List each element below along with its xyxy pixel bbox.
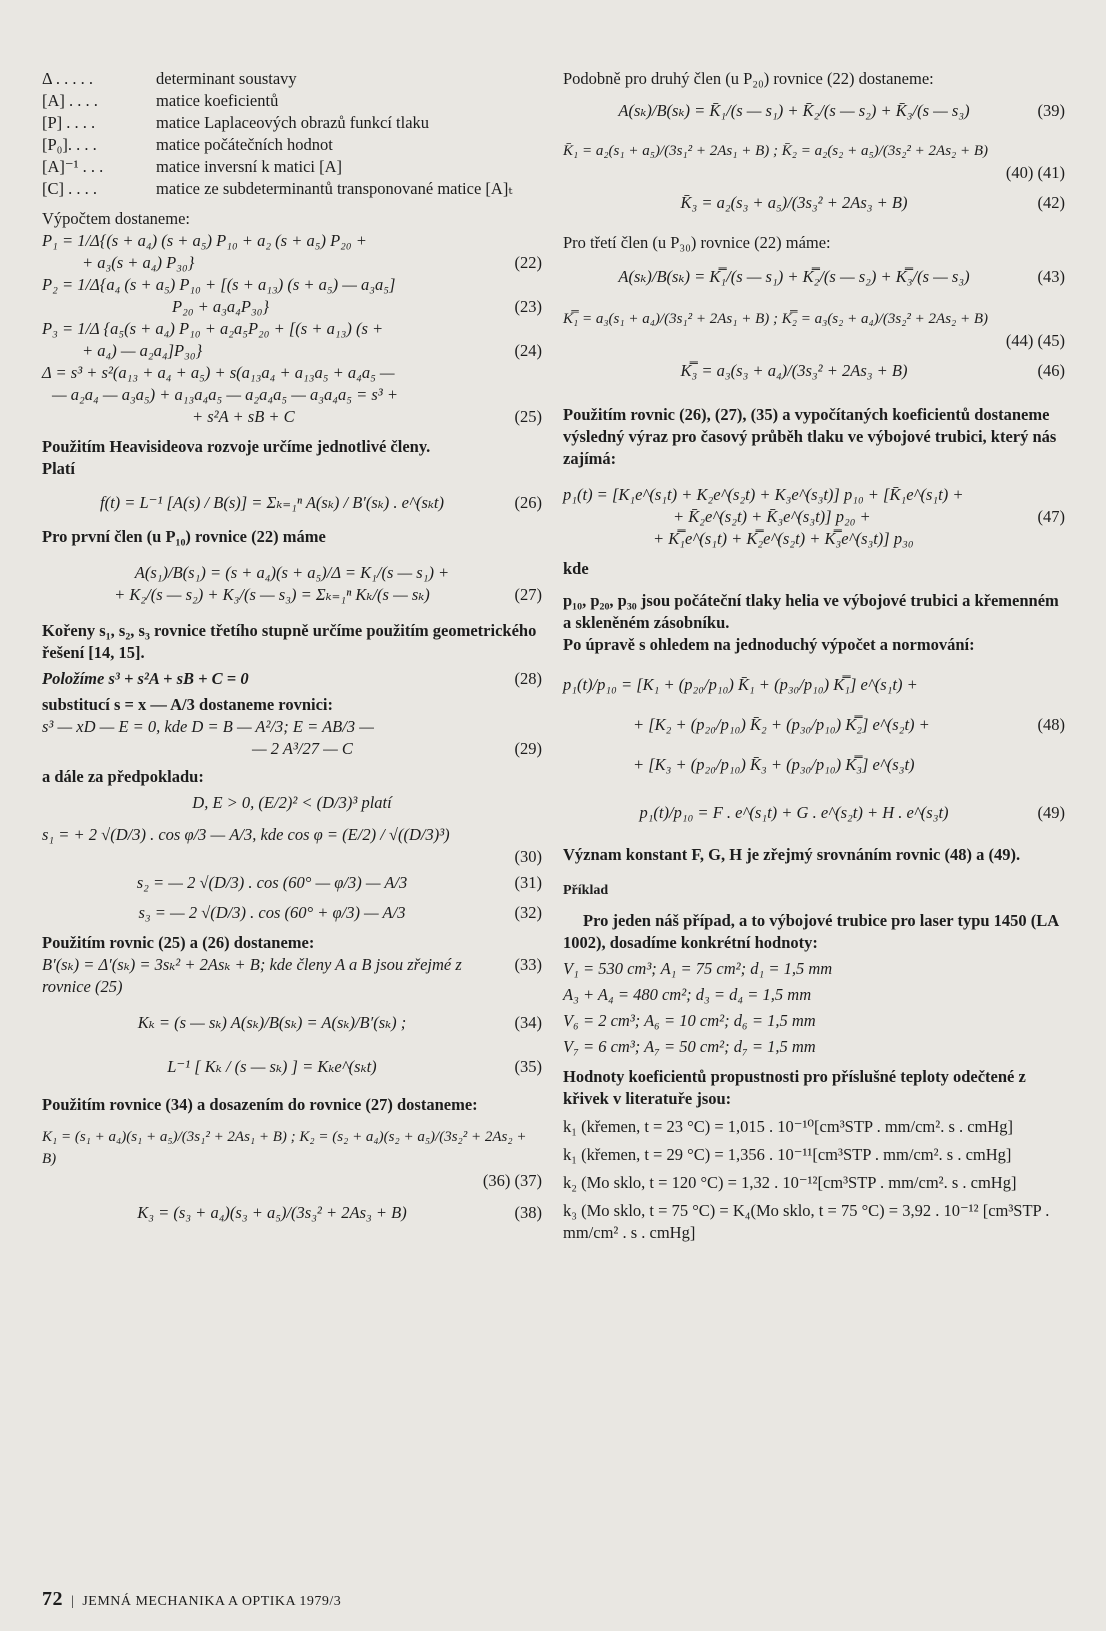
paragraph: Po úpravě s ohledem na jednoduchý výpočet a normování: [563,635,975,654]
equation-number: (22) [514,253,542,272]
paragraph: Použitím rovnic (26), (27), (35) a vypočítaných koeficientů dostaneme výsledný výraz pro časový průběh tlaku ve výbojové trubici, který nás zajímá: [563,405,1057,468]
equation-27: A(s₁)/B(s₁) = (s + a₄)(s + a₅)/Δ = K₁/(s — s₁) + [134,563,450,582]
symbol-legend [42,68,542,200]
equation-line: + s²A + sB + C [192,407,295,426]
value-line: V₇ = 6 cm³; A₇ = 50 cm²; d₇ = 1,5 mm [563,1037,816,1056]
equation-number: (24) [514,341,542,360]
paragraph: Použitím Heavisideova rozvoje určíme jednotlivé členy. [42,437,431,456]
equation-number: (32) [514,903,542,922]
equation-number: (42) [1037,193,1065,212]
equation-42: K̄₃ = a₂(s₃ + a₅)/(3s₃² + 2As₃ + B) [680,193,908,212]
equation-number: (40) (41) [1005,163,1065,182]
equation-number: (26) [514,493,542,512]
equation-number: (36) (37) [482,1171,542,1190]
value-line: V₁ = 530 cm³; A₁ = 75 cm²; d₁ = 1,5 mm [563,959,833,978]
equation-number: (35) [514,1057,542,1076]
paragraph: Platí [42,459,75,478]
equation-22 [42,230,542,252]
legend-desc: matice ze subdeterminantů transponované matice [A]ₜ [156,179,513,198]
equation-47: p₁(t) = [K₁e^(s₁t) + K₂e^(s₂t) + K₃e^(s₃t)] p₁₀ + [K̄₁e^(s₁t) + [563,485,964,504]
equation-line: — 2 A³/27 — C [252,739,353,758]
legend-symbol: [A] . . . . [42,91,98,110]
legend-symbol: [A]⁻¹ . . . [42,157,104,176]
equation-line: + K̄₂e^(s₂t) + K̄₃e^(s₃t)] p₂₀ + [673,507,871,526]
paragraph: Použitím rovnice (34) a dosazením do rovnice (27) dostaneme: [42,1095,478,1114]
legend-desc: matice počátečních hodnot [156,135,333,154]
section-heading: Příklad [563,883,609,898]
legend-symbol: [P] . . . . [42,113,96,132]
equation-49: p₁(t)/p₁₀ = F . e^(s₁t) + G . e^(s₂t) + H . e^(s₃t) [639,803,949,822]
equation-30: s₁ = + 2 √(D/3) . cos φ/3 — A/3, kde cos φ = (E/2) / √((D/3)³) [42,825,450,844]
equation-number: (25) [514,407,542,426]
value-line: A₃ + A₄ = 480 cm²; d₃ = d₄ = 1,5 mm [563,985,812,1004]
equation-34: Kₖ = (s — sₖ) A(sₖ)/B(sₖ) = A(sₖ)/B′(sₖ) ; [137,1013,407,1032]
paragraph: a dále za předpokladu: [42,767,204,786]
equation-23 [42,274,542,296]
paragraph: Použitím rovnic (25) a (26) dostaneme: [42,933,315,952]
equation-line: P₂₀ + a₃a₄P₃₀} [172,297,270,316]
equation-number: (47) [1037,507,1065,526]
equation-number: (28) [514,669,542,688]
right-column [563,68,1065,1244]
equation-number: (30) [514,847,542,866]
equation-number: (49) [1037,803,1065,822]
left-column [42,68,542,1224]
equation-32: s₃ = — 2 √(D/3) . cos (60° + φ/3) — A/3 [138,903,406,922]
equation-number: (44) (45) [1005,331,1065,350]
equation-46: K̿₃ = a₃(s₃ + a₄)/(3s₃² + 2As₃ + B) [680,361,908,380]
equation-38: K₃ = (s₃ + a₄)(s₃ + a₅)/(3s₃² + 2As₃ + B) [137,1203,407,1222]
equation-number: (29) [514,739,542,758]
equation-35: L⁻¹ [ Kₖ / (s — sₖ) ] = Kₖe^(sₖt) [167,1057,377,1076]
paragraph: substitucí s = x — A/3 dostaneme rovnici: [42,695,333,714]
equation-number: (33) [514,955,542,974]
equation-25 [42,362,542,384]
equation-31: s₂ = — 2 √(D/3) . cos (60° — φ/3) — A/3 [136,873,408,892]
equation-line: P₃ = 1/Δ {a₅(s + a₄) P₁₀ + a₂a₅P₂₀ + [(s + a₁₃) (s + [42,319,384,338]
equation-29: s³ — xD — E = 0, kde D = B — A²/3; E = AB/3 — [42,717,374,736]
equation-line: P₁ = 1/Δ{(s + a₄) (s + a₅) P₁₀ + a₂ (s + a₅) P₂₀ + [42,231,367,250]
paragraph: Význam konstant F, G, H je zřejmý srovnáním rovnic (48) a (49). [563,845,1021,864]
paragraph: Pro první člen (u P₁₀) rovnice (22) máme [42,527,326,546]
equation-28: Položíme s³ + s²A + sB + C = 0 [42,669,249,688]
equation-40-41: K̄₁ = a₂(s₁ + a₅)/(3s₁² + 2As₁ + B) ; K̄₂ = a₂(s₂ + a₅)/(3s₂² + 2As₂ + B) [563,143,989,159]
legend-desc: matice koeficientů [156,91,279,110]
equation-line: + [K₃ + (p₂₀/p₁₀) K̄₃ + (p₃₀/p₁₀) K̿₃] e^(s₃t) [633,755,915,774]
equation-line: + a₄) — a₂a₄]P₃₀} [82,341,203,360]
equation-line: + [K₂ + (p₂₀/p₁₀) K̄₂ + (p₃₀/p₁₀) K̿₂] e^(s₂t) + [633,715,930,734]
legend-symbol: Δ . . . . . [42,69,93,88]
legend-desc: matice Laplaceových obrazů funkcí tlaku [156,113,430,132]
condition: D, E > 0, (E/2)² < (D/3)³ platí [192,793,392,812]
equation-44-45: K̿₁ = a₃(s₁ + a₄)/(3s₁² + 2As₁ + B) ; K̿₂ = a₃(s₂ + a₄)/(3s₂² + 2As₂ + B) [563,311,989,327]
equation-number: (43) [1037,267,1065,286]
paragraph: Pro jeden náš případ, a to výbojové trubice pro laser typu 1450 (LA 1002), dosadíme konkrétní hodnoty: [563,911,1059,952]
legend-desc: determinant soustavy [156,69,297,88]
equation-24 [42,318,542,340]
equation-line: — a₂a₄ — a₃a₅) + a₁₃a₄a₅ — a₂a₄a₅ — a₃a₄a₅ = s³ + [52,385,399,404]
equation-number: (23) [514,297,542,316]
equation-39: A(sₖ)/B(sₖ) = K̄₁/(s — s₁) + K̄₂/(s — s₂) + K̄₃/(s — s₃) [618,101,970,120]
legend-desc: matice inversní k matici [A] [156,157,343,176]
equation-number: (39) [1037,101,1065,120]
paragraph: Pro třetí člen (u P₃₀) rovnice (22) máme: [563,233,831,252]
equation-line: P₂ = 1/Δ{a₄ (s + a₅) P₁₀ + [(s + a₁₃) (s + a₅) — a₃a₅] [42,275,396,294]
equation-43: A(sₖ)/B(sₖ) = K̿₁/(s — s₁) + K̿₂/(s — s₂) + K̿₃/(s — s₃) [618,267,970,286]
equation-line: + a₃(s + a₄) P₃₀} [82,253,195,272]
equation-line: Δ = s³ + s²(a₁₃ + a₄ + a₅) + s(a₁₃a₄ + a₁₃a₅ + a₄a₅ — [42,363,395,382]
page-number: 72 [42,1588,63,1610]
paragraph: Kořeny s₁, s₂, s₃ rovnice třetího stupně určíme použitím geometrického řešení [14, 15]. [42,621,537,662]
equation-number: (27) [514,585,542,604]
page-footer [42,1588,341,1611]
paragraph: Podobně pro druhý člen (u P₂₀) rovnice (22) dostaneme: [563,69,934,88]
equation-number: (31) [514,873,542,892]
intro-text: Výpočtem dostaneme: [42,209,191,228]
equation-26: f(t) = L⁻¹ [A(s) / B(s)] = Σₖ₌₁ⁿ A(sₖ) / B′(sₖ) . e^(sₖt) [100,493,444,512]
equation-line: + K₂/(s — s₂) + K₃/(s — s₃) = Σₖ₌₁ⁿ Kₖ/(s — sₖ) [114,585,430,604]
paragraph: p₁₀, p₂₀, p₃₀ jsou počáteční tlaky helia ve výbojové trubici a křemenném a skleněném zásobníku. [563,591,1059,632]
equation-33: B′(sₖ) = Δ′(sₖ) = 3sₖ² + 2Asₖ + B; kde členy A a B jsou zřejmé z rovnice (25) [42,955,462,996]
equation-number: (48) [1037,715,1065,734]
equation-number: (46) [1037,361,1065,380]
journal-name: JEMNÁ MECHANIKA A OPTIKA 1979/3 [82,1594,342,1609]
footer-divider: | [71,1594,75,1609]
legend-symbol: [C] . . . . [42,179,97,198]
coefficient-line: k₃ (Mo sklo, t = 75 °C) = K₄(Mo sklo, t = 75 °C) = 3,92 . 10⁻¹² [cm³STP . mm/cm² . s . cmHg] [563,1201,1050,1242]
legend-symbol: [P₀]. . . . [42,135,97,154]
coefficient-line: k₁ (křemen, t = 29 °C) = 1,356 . 10⁻¹¹[cm³STP . mm/cm². s . cmHg] [563,1145,1012,1164]
value-line: V₆ = 2 cm³; A₆ = 10 cm²; d₆ = 1,5 mm [563,1011,816,1030]
equation-48: p₁(t)/p₁₀ = [K₁ + (p₂₀/p₁₀) K̄₁ + (p₃₀/p₁₀) K̿₁] e^(s₁t) + [563,675,918,694]
coefficient-line: k₂ (Mo sklo, t = 120 °C) = 1,32 . 10⁻¹²[cm³STP . mm/cm². s . cmHg] [563,1173,1017,1192]
equation-number: (34) [514,1013,542,1032]
equation-number: (38) [514,1203,542,1222]
paragraph: Hodnoty koeficientů propustnosti pro příslušné teploty odečtené z křivek v literatuře jsou: [563,1067,1026,1108]
equation-36-37: K₁ = (s₁ + a₄)(s₁ + a₅)/(3s₁² + 2As₁ + B) ; K₂ = (s₂ + a₄)(s₂ + a₅)/(3s₂² + 2As₂ + B) [42,1129,527,1167]
equation-line: + K̿₁e^(s₁t) + K̿₂e^(s₂t) + K̿₃e^(s₃t)] p₃₀ [653,529,914,548]
coefficient-line: k₁ (křemen, t = 23 °C) = 1,015 . 10⁻¹⁰[cm³STP . mm/cm². s . cmHg] [563,1117,1014,1136]
paragraph: kde [563,559,589,578]
